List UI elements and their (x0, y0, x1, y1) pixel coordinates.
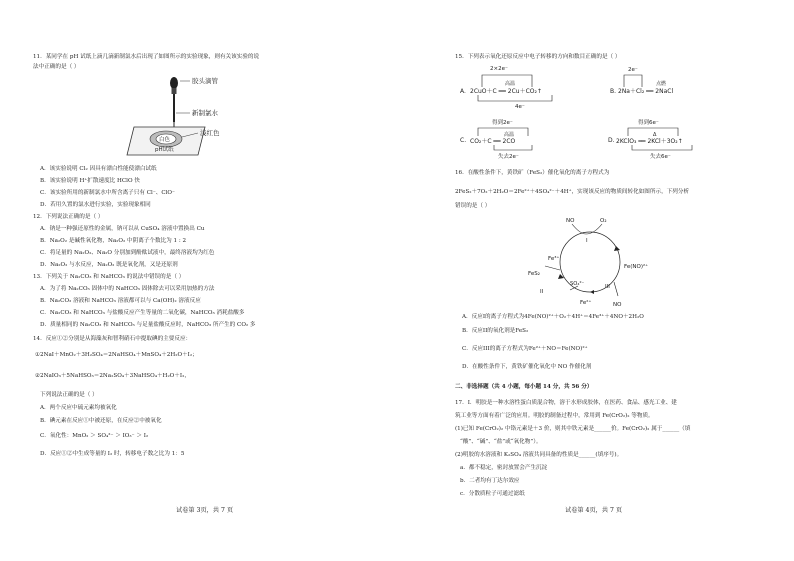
q15-stem: 15．下列表示氧化还原反应中电子转移的方向和数目正确的是（ ） (455, 54, 621, 60)
q14-option-c: C．氧化性：MnO₂ ＞ SO₄²⁻ ＞ IO₃⁻ ＞ I₂ (40, 433, 149, 439)
q12-stem: 12．下列说法正确的是（ ） (33, 214, 104, 220)
q17-line-3: (1)已知 Fe(CrO₂)₂ 中铬元素是＋3 价，则其中铁元素是______价。Fe(CrO₂)₂ 属于______（填 (455, 426, 691, 432)
q15-d-label: D. (608, 137, 615, 144)
q16-stem-2: 2FeS₂＋7O₂＋2H₂O＝2Fe²⁺＋4SO₄²⁻＋4H⁺，实现该反应的物质间转化如图所示，下列分析 (455, 189, 690, 195)
q14-reaction-1: ①2NaI＋MnO₂＋3H₂SO₄＝2NaHSO₄＋MnSO₄＋2H₂O＋I₂； (35, 352, 198, 358)
q16-option-a: A．反应I的离子方程式为4Fe(NO)²⁺＋O₂＋4H⁺＝4Fe³⁺＋4NO＋2H₂O (462, 314, 644, 320)
q15-a-top: 2×2e⁻ (490, 66, 508, 72)
q15-c-bottom: 失去2e⁻ (498, 154, 519, 160)
q16-so4: SO₄²⁻ (570, 281, 585, 287)
q17-line-5: (2)明胶的水溶液和 K₂SO₄ 溶液共同具备的性质是______(填序号)。 (455, 452, 623, 458)
q16-roman-2: II (540, 289, 544, 295)
q16-stem-3: 错误的是（ ） (455, 203, 491, 209)
q16-feno: Fe(NO)²⁺ (624, 264, 649, 270)
q16-stem-1: 16．在酸性条件下，黄铁矿（FeS₂）催化氧化的离子方程式为 (455, 170, 610, 176)
q15-c-cond: 高温 (504, 132, 515, 138)
q16-fe2: Fe²⁺ (580, 300, 592, 306)
q14-prompt: 下列说法正确的是（ ） (40, 392, 98, 398)
q15-b-eq: 2Na＋Cl₂ ══ 2NaCl (618, 88, 674, 95)
q16-option-b: B．反应II的氧化剂是FeS₂ (462, 328, 529, 334)
q15-a-eq: 2CuO＋C ══ 2Cu＋CO₂↑ (470, 88, 542, 95)
q16-fe3: Fe³⁺ (548, 256, 560, 262)
q13-stem: 13．下列关于 Na₂CO₃ 和 NaHCO₃ 的说法中错误的是（ ） (33, 274, 185, 280)
q14-stem: 14．反应①②分别是从海藻灰和智利硝石中提取碘的主要反应： (33, 336, 192, 342)
q15-c-bottom-arrow (494, 145, 532, 150)
label-dropper: 胶头滴管 (192, 77, 218, 85)
q12-option-c: C．将足量的 Na₂O₂、Na₂O 分别加到酚酞试液中，最终溶液均为红色 (40, 250, 215, 256)
q15-a-bottom: 4e⁻ (515, 104, 525, 110)
q14-reaction-2: ②2NaIO₃＋5NaHSO₃＝2Na₂SO₄＋3NaHSO₄＋H₂O＋I₂， (35, 373, 190, 379)
q15-options-figure (460, 66, 710, 166)
q15-a-bottom-arrow (478, 95, 552, 101)
q17-line-4: “酸”、“碱”、“盐”或“氧化物”）。 (460, 439, 542, 445)
q16-roman-3: III (605, 284, 610, 290)
q16-no-top: NO (566, 218, 575, 224)
q15-c-label: C. (460, 137, 467, 144)
q15-a-cond: 高温 (505, 81, 516, 87)
q14-option-b: B．碘元素在反应①中被还原，在反应②中被氧化 (40, 418, 162, 424)
q13-option-b: B．Na₂CO₃ 溶液和 NaHCO₃ 溶液都可以与 Ca(OH)₂ 溶液反应 (40, 298, 201, 304)
section-2-heading: 二、非选择题（共 4 小题，每小题 14 分，共 56 分） (455, 384, 593, 390)
q14-option-a: A．两个反应中硫元素均被氧化 (40, 405, 117, 411)
q11-option-b: B．该实验说明 H⁺扩散速度比 HClO 快 (40, 178, 140, 184)
q13-option-d: D．质量相同的 Na₂CO₃ 和 NaHCO₃ 与足量盐酸反应时，NaHCO₃ 所产生的 CO₂ 多 (40, 322, 256, 328)
q16-option-c: C．反应III的离子方程式为Fe²⁺＋NO＝Fe(NO)²⁺ (462, 346, 588, 352)
q17-line-2: 筑工业等方面有着广泛的应用。明胶的制备过程中，常用到 Fe(CrO₂)₂ 等物质。 (455, 413, 654, 419)
q15-b-label: B. (610, 88, 617, 95)
q15-d-top: 得到6e⁻ (638, 120, 659, 126)
q11-option-a: A．该实验说明 Cl₂ 因具有漂白性能使漂白试纸 (40, 166, 157, 172)
q16-no-bottom: NO (613, 302, 622, 308)
q12-option-a: A．钠是一种强还原性的金属，钠可以从 CuSO₄ 溶液中置换出 Cu (40, 226, 205, 232)
q17-option-b: b．二者均有丁达尔效应 (460, 478, 520, 484)
q15-b-top-arrow (624, 75, 642, 87)
label-ph-paper: pH试纸 (155, 147, 174, 153)
label-light-red: 浅红色 (200, 129, 220, 137)
label-white: 白色 (159, 137, 171, 143)
q15-d-cond: Δ (653, 132, 657, 138)
left-page-footer: 试卷第 3页，共 7 页 (176, 507, 234, 514)
q11-stem-1: 11．某同学在 pH 试纸上滴几滴新制氯水后出现了如图所示的实验现象，则有关该实验的说 (33, 54, 260, 60)
q13-option-a: A．为了将 Na₂CO₃ 固体中的 NaHCO₃ 固体除去可以采用加热的方法 (40, 286, 215, 292)
label-chlorine-water: 新制氯水 (192, 109, 218, 117)
q15-d-eq: 2KClO₃ ══ 2KCl＋3O₂↑ (616, 138, 683, 145)
q15-b-cond: 点燃 (656, 81, 667, 87)
q15-a-label: A. (460, 88, 466, 95)
q17-option-c: c．分散质粒子可通过滤纸 (460, 491, 525, 497)
q15-c-top: 得到2e⁻ (492, 120, 513, 126)
q15-c-top-arrow (478, 128, 528, 136)
q11-option-d: D．若用久置的氯水进行实验，实验现象相同 (40, 202, 151, 208)
q16-roman-1: I (586, 238, 588, 244)
q15-d-bottom: 失去6e⁻ (650, 154, 671, 160)
q12-option-b: B．Na₂O₂ 是碱性氧化物，Na₂O₂ 中阴离子个数比为 1 : 2 (40, 238, 187, 244)
q14-option-d: D．反应①②中生成等量的 I₂ 时，转移电子数之比为 1：5 (40, 451, 185, 457)
q16-o2: O₂ (600, 218, 607, 224)
q11-stem-2: 法中正确的是（ ） (33, 64, 80, 70)
q16-fes2: FeS₂ (528, 271, 540, 277)
q15-c-eq: CO₂＋C ══ 2CO (470, 138, 516, 145)
q17-option-a: a．都不稳定，密封放置会产生沉淀 (460, 465, 548, 471)
q12-option-d: D．Na₂O₂ 与水反应，Na₂O₂ 既是氧化剂，又是还原剂 (40, 262, 178, 268)
q15-d-bottom-arrow (632, 145, 692, 150)
right-page-footer: 试卷第 4页，共 7 页 (565, 507, 623, 514)
q13-option-c: C．Na₂CO₃ 和 NaHCO₃ 与盐酸反应产生等量的二氧化碳，NaHCO₃ 消耗盐酸多 (40, 310, 245, 316)
q11-option-c: C．该实验所用的新制氯水中所含离子只有 Cl⁻、ClO⁻ (40, 190, 175, 196)
dropper-bulb-icon (170, 77, 178, 89)
q16-option-d: D．在酸性条件下，黄铁矿催化氧化中 NO 作催化剂 (462, 364, 592, 370)
ph-paper-figure (110, 75, 240, 165)
q16-cycle-figure (520, 212, 670, 310)
q16-cycle-circle (560, 232, 620, 292)
q15-b-top: 2e⁻ (628, 67, 638, 73)
q17-line-1: 17．Ⅰ．明胶是一种水溶性蛋白质混合物，溶于水形成胶体，在医药、食品、感光工业、建 (455, 400, 677, 406)
